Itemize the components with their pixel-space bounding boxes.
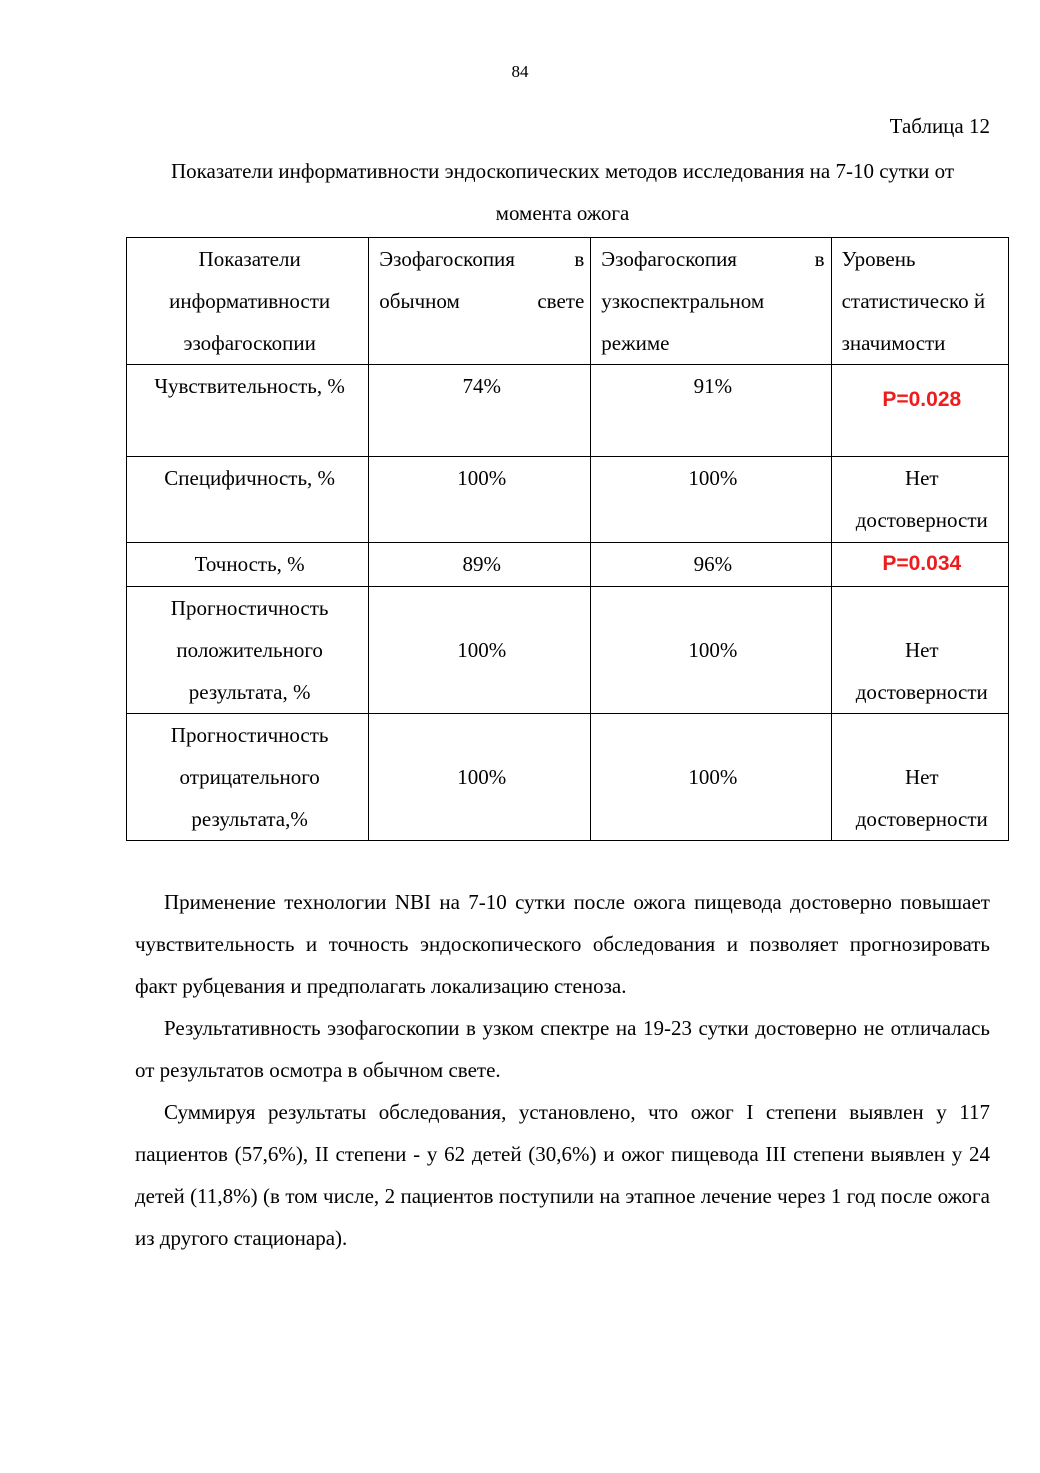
table-label: Таблица 12 xyxy=(889,114,990,138)
paragraph: Результативность эзофагоскопии в узком спектре на 19-23 сутки достоверно не отличалась от результатов осмотра в обычном свете. xyxy=(135,1016,990,1082)
table-row xyxy=(127,543,1009,587)
row-label: Прогностичность отрицательного результата,% xyxy=(127,714,369,841)
row-label: Специфичность, % xyxy=(127,457,369,543)
table-caption: Показатели информативности эндоскопических методов исследования на 7-10 сутки от момента ожога xyxy=(170,159,955,225)
paragraph: Применение технологии NBI на 7-10 сутки после ожога пищевода достоверно повышает чувствительность и точность эндоскопического обследования и позволяет прогнозировать факт рубцевания и предполагать локализацию стеноза. xyxy=(135,890,990,998)
significance-value: P=0.028 xyxy=(831,365,1008,457)
paragraph: Суммируя результаты обследования, установлено, что ожог I степени выявлен у 117 пациентов (57,6%), II степени - у 62 детей (30,6%) и ожог пищевода III степени выявлен у 24 детей (11,8%) (в том числе, 2 пациентов поступили на этапное лечение через 1 год после ожога из другого стационара). xyxy=(135,1100,990,1250)
table-header-row xyxy=(127,238,1009,365)
value-ordinary: 100% xyxy=(369,587,591,714)
value-ordinary: 100% xyxy=(369,714,591,841)
significance-value: Нет достоверности xyxy=(831,457,1008,543)
value-ordinary: 100% xyxy=(369,457,591,543)
significance-value: P=0.034 xyxy=(831,543,1008,587)
page-number: 84 xyxy=(511,62,529,81)
row-label: Прогностичность положительного результата, % xyxy=(127,587,369,714)
header-indicators: Показатели информативности эзофагоскопии xyxy=(127,238,369,365)
informativity-table xyxy=(126,237,1009,841)
table-row xyxy=(127,714,1009,841)
value-ordinary: 74% xyxy=(369,365,591,457)
value-narrow: 91% xyxy=(591,365,831,457)
table-row xyxy=(127,457,1009,543)
value-narrow: 100% xyxy=(591,714,831,841)
body-text xyxy=(135,881,990,1259)
value-ordinary: 89% xyxy=(369,543,591,587)
header-significance: Уровень статистическо й значимости xyxy=(831,238,1008,365)
row-label: Чувствительность, % xyxy=(127,365,369,457)
table-row xyxy=(127,365,1009,457)
table-row xyxy=(127,587,1009,714)
significance-value: Нет достоверности xyxy=(831,714,1008,841)
value-narrow: 100% xyxy=(591,457,831,543)
significance-value: Нет достоверности xyxy=(831,587,1008,714)
value-narrow: 100% xyxy=(591,587,831,714)
value-narrow: 96% xyxy=(591,543,831,587)
header-ordinary-light: Эзофагоскопия в обычном свете xyxy=(369,238,591,365)
header-narrow-band: Эзофагоскопия в узкоспектральном режиме xyxy=(591,238,831,365)
row-label: Точность, % xyxy=(127,543,369,587)
